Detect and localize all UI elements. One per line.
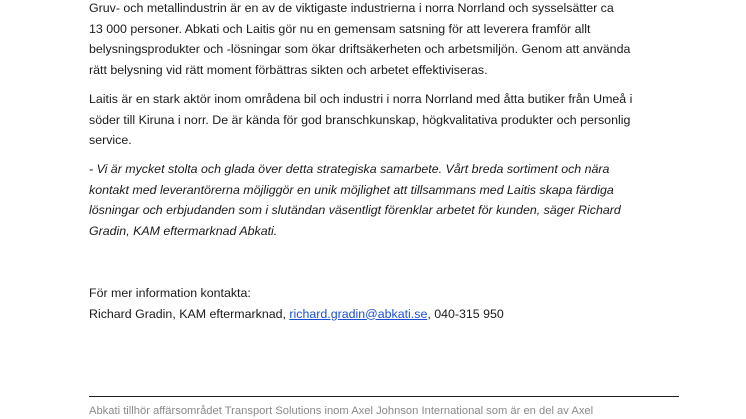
paragraph-laitis (89, 89, 699, 151)
quote-line: Gradin, KAM eftermarknad Abkati. (89, 223, 278, 238)
text-line: rätt belysning vid rätt moment förbättras sikten och arbetet effektiviseras. (89, 62, 488, 77)
text-line: service. (89, 133, 132, 147)
footer-text: Abkati tillhör affärsområdet Transport Solutions inom Axel Johnson International som är en del av Axel (89, 405, 594, 417)
quote-paragraph (89, 159, 699, 241)
contact-line (89, 304, 699, 325)
text-line: Gruv- och metallindustrin är en av de viktigaste industrierna i norra Norrland och sysselsätter ca (89, 1, 614, 15)
contact-name-role: Richard Gradin, KAM eftermarknad, (89, 306, 290, 321)
text-line: söder till Kiruna i norr. De är kända för god branschkunskap, högkvalitativa produkter och personlig (89, 112, 631, 127)
contact-phone: , 040-315 950 (427, 306, 504, 321)
footer-divider (89, 396, 679, 397)
quote-line: - Vi är mycket stolta och glada över detta strategiska samarbete. Vårt breda sortiment och nära (89, 162, 610, 176)
quote-line: kontakt med leverantörerna möjliggör en unik möjlighet att tillsammans med Laitis skapa färdiga (89, 182, 614, 197)
text-line: belysningsprodukter och -lösningar som ökar driftsäkerheten och arbetsmiljön. Genom att använda (89, 42, 631, 56)
quote-line: lösningar och erbjudanden som i slutändan väsentligt förenklar arbetet för kunden, säger Richard (89, 203, 621, 217)
paragraph-industry (89, 0, 699, 80)
contact-block (89, 283, 699, 324)
contact-heading: För mer information kontakta: (89, 286, 251, 300)
text-line: Laitis är en stark aktör inom områdena bil och industri i norra Norrland med åtta butiker från Umeå i (89, 92, 633, 106)
text-line: 13 000 personer. Abkati och Laitis gör nu en gemensam satsning för att leverera framför allt (89, 21, 591, 36)
contact-email-link[interactable]: richard.gradin@abkati.se (289, 306, 428, 321)
